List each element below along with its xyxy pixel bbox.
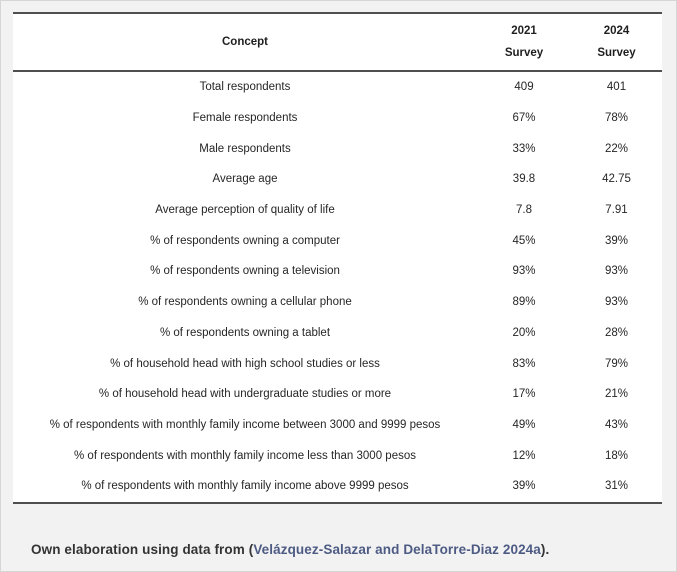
- row-value-2021: 83%: [512, 357, 536, 370]
- row-value-2024: 31%: [604, 480, 629, 493]
- row-concept-label: % of respondents owning a television: [150, 265, 340, 278]
- table-header-row: [13, 14, 662, 72]
- row-concept-label: Female respondents: [192, 112, 298, 125]
- citation-link[interactable]: Velázquez-Salazar and DelaTorre-Diaz 2024a: [253, 542, 541, 557]
- row-concept-label: Average perception of quality of life: [155, 204, 335, 217]
- row-concept-label: % of respondents owning a tablet: [159, 326, 331, 339]
- table-row: [13, 379, 662, 410]
- table-row: [13, 195, 662, 226]
- table-row: [13, 164, 662, 195]
- row-value-2024: 401: [606, 81, 627, 94]
- row-value-2021: 93%: [512, 265, 536, 278]
- table-row: [13, 287, 662, 318]
- row-value-2021: 39%: [512, 480, 536, 493]
- row-value-2024: 93%: [604, 296, 629, 309]
- row-concept-label: % of household head with undergraduate studies or more: [98, 388, 392, 401]
- row-concept-label: % of respondents with monthly family income above 9999 pesos: [81, 480, 409, 493]
- row-concept-label: % of respondents with monthly family income between 3000 and 9999 pesos: [49, 418, 441, 431]
- table-row: [13, 410, 662, 441]
- row-concept-label: Male respondents: [199, 142, 291, 155]
- row-value-2024: 7.91: [605, 204, 628, 217]
- table-row: [13, 440, 662, 471]
- table-row: [13, 256, 662, 287]
- table-row: [13, 318, 662, 349]
- row-value-2021: 39.8: [512, 173, 536, 186]
- table-body: [13, 72, 662, 502]
- row-concept-label: % of respondents owning a computer: [150, 234, 340, 247]
- row-value-2024: 18%: [604, 449, 629, 462]
- row-value-2024: 39%: [604, 234, 629, 247]
- row-concept-label: % of household head with high school studies or less: [110, 357, 380, 370]
- row-value-2021: 12%: [512, 449, 536, 462]
- header-2024-survey: [571, 14, 662, 70]
- row-value-2024: 93%: [604, 265, 629, 278]
- row-value-2021: 20%: [512, 326, 536, 339]
- caption-suffix: ).: [540, 542, 550, 557]
- row-value-2021: 67%: [512, 112, 536, 125]
- table-row: [13, 225, 662, 256]
- row-value-2021: 89%: [512, 296, 536, 309]
- row-value-2024: 28%: [604, 326, 629, 339]
- header-2021-line2: Survey: [504, 47, 544, 59]
- row-value-2024: 79%: [604, 357, 629, 370]
- row-value-2021: 33%: [512, 142, 536, 155]
- row-value-2021: 7.8: [516, 204, 532, 217]
- table-row: [13, 103, 662, 134]
- row-value-2024: 22%: [604, 142, 629, 155]
- row-value-2021: 49%: [512, 418, 536, 431]
- row-concept-label: Total respondents: [199, 81, 291, 94]
- row-value-2021: 45%: [512, 234, 536, 247]
- row-value-2024: 21%: [604, 388, 629, 401]
- caption-prefix: Own elaboration using data from (: [31, 542, 254, 557]
- header-2024-line2: Survey: [597, 47, 636, 59]
- row-concept-label: % of respondents with monthly family income less than 3000 pesos: [74, 449, 416, 462]
- row-concept-label: Average age: [212, 173, 278, 186]
- row-value-2024: 78%: [604, 112, 629, 125]
- header-concept: Concept: [222, 36, 268, 48]
- row-concept-label: % of respondents owning a cellular phone: [138, 296, 352, 309]
- table-row: [13, 471, 662, 502]
- table-row: [13, 72, 662, 103]
- row-value-2024: 43%: [604, 418, 629, 431]
- table-source-caption: [31, 542, 549, 557]
- table-row: [13, 133, 662, 164]
- row-value-2024: 42.75: [602, 173, 631, 186]
- header-2024-line1: 2024: [603, 25, 630, 37]
- row-value-2021: 409: [514, 81, 534, 94]
- row-value-2021: 17%: [512, 388, 536, 401]
- header-2021-survey: [477, 14, 571, 70]
- table-row: [13, 348, 662, 379]
- survey-comparison-table: [13, 12, 662, 504]
- header-2021-line1: 2021: [511, 25, 537, 37]
